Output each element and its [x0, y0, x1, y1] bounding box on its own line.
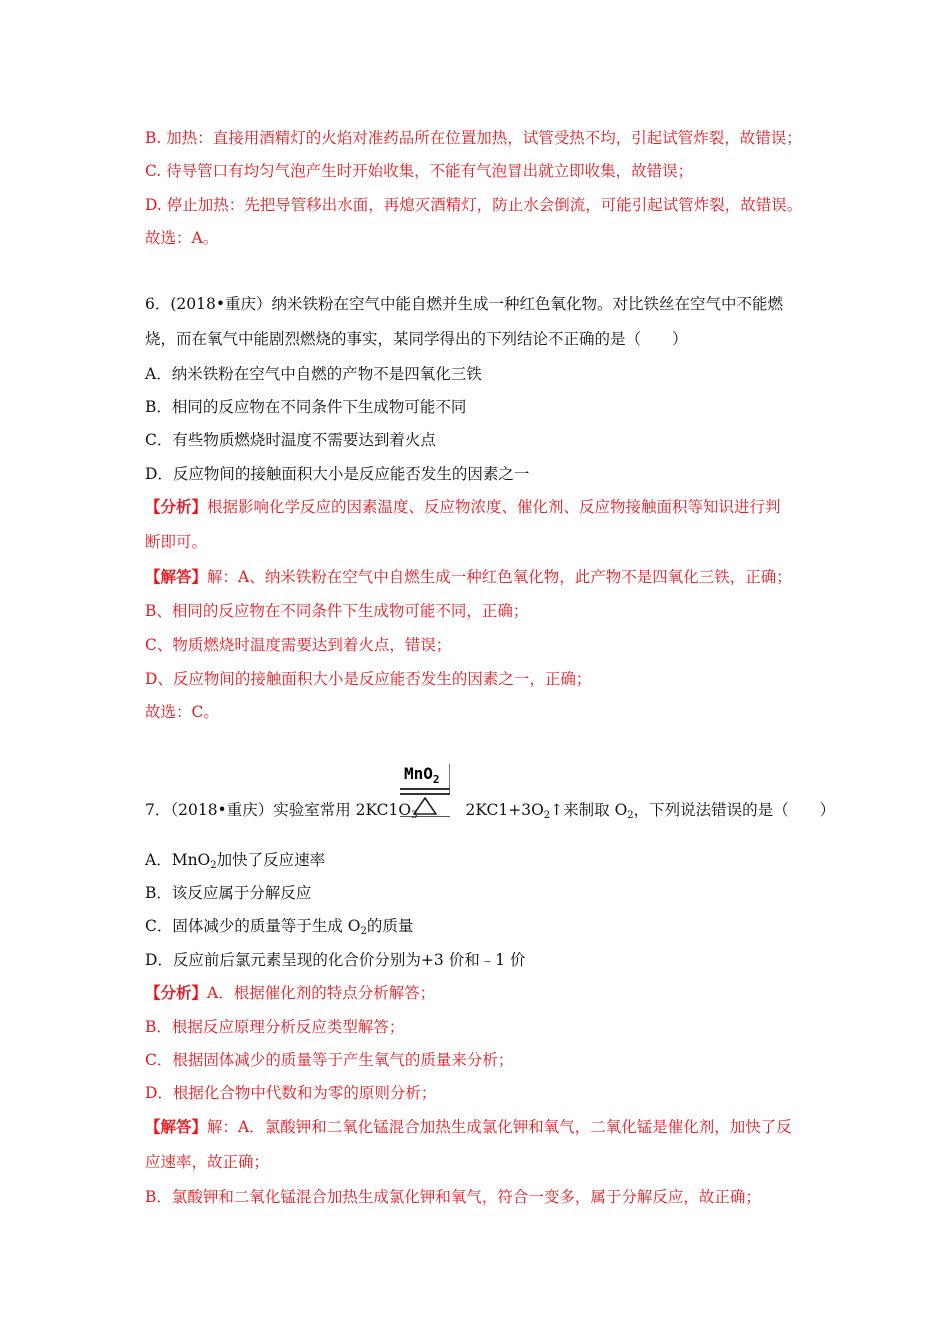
q7-option-d: D．反应前后氯元素呈现的化合价分别为+3 价和﹣1 价 — [145, 951, 526, 969]
analysis-tag: 【分析】 — [145, 983, 208, 1002]
catalyst-label: MnO$_2$ — [404, 764, 440, 786]
q6-option-b: B．相同的反应物在不同条件下生成物可能不同 — [145, 398, 467, 416]
q6-analysis-cont: 断即可。 — [145, 533, 208, 551]
q7-solution — [145, 1116, 792, 1138]
q6-solution — [145, 566, 792, 588]
q7-option-c: C．固体减少的质量等于生成 $O_2$的质量 — [145, 917, 414, 937]
q7-solution-cont: 应速率，故正确； — [145, 1153, 270, 1171]
analysis-text: A．根据催化剂的特点分析解答； — [207, 984, 436, 1002]
analysis-text: 根据影响化学反应的因素温度、反应物浓度、催化剂、反应物接触面积等知识进行判 — [207, 498, 781, 516]
q6-answer: 故选：C。 — [145, 703, 219, 721]
solution-tag: 【解答】 — [145, 567, 208, 586]
q5-solution-b: B. 加热：直接用酒精灯的火焰对准药品所在位置加热，试管受热不均，引起试管炸裂，故错误； — [145, 129, 802, 147]
q5-solution-c: C. 待导管口有均匀气泡产生时开始收集，不能有气泡冒出就立即收集，故错误； — [145, 162, 694, 180]
q7-analysis-c: C．根据固体减少的质量等于产生氧气的质量来分析； — [145, 1051, 514, 1069]
q6-option-c: C．有些物质燃烧时温度不需要达到着火点 — [145, 431, 436, 449]
q7-analysis — [145, 982, 435, 1004]
q7-option-a: A．MnO$_2$加快了反应速率 — [145, 851, 326, 871]
analysis-tag: 【分析】 — [145, 497, 208, 516]
q5-solution-d: D. 停止加热：先把导管移出水面，再熄灭酒精灯，防止水会倒流，可能引起试管炸裂，故错误。 — [145, 196, 803, 214]
q6-option-d: D．反应物间的接触面积大小是反应能否发生的因素之一 — [145, 465, 530, 483]
q7-stem: 7．（2018•重庆）实验室常用 $2KC1O_3$ $2KC1+3O_2↑$来制取 $O_2$，下列说法错误的是（ ） — [145, 801, 836, 821]
q6-stem-line2: 烧，而在氧气中能剧烈燃烧的事实，某同学得出的下列结论不正确的是（ ） — [145, 330, 688, 348]
q7-solution-b: B．氯酸钾和二氧化锰混合加热生成氯化钾和氧气，符合一变多，属于分解反应，故正确； — [145, 1188, 761, 1206]
q6-solution-b: B、相同的反应物在不同条件下生成物可能不同，正确； — [145, 602, 529, 620]
q7-analysis-b: B．根据反应原理分析反应类型解答； — [145, 1018, 405, 1036]
solution-text: 解：A、纳米铁粉在空气中自燃生成一种红色氧化物，此产物不是四氧化三铁，正确； — [207, 568, 792, 586]
solution-tag: 【解答】 — [145, 1117, 208, 1136]
q7-analysis-d: D．根据化合物中代数和为零的原则分析； — [145, 1084, 437, 1102]
q6-analysis — [145, 496, 781, 518]
q6-solution-c: C、物质燃烧时温度需要达到着火点，错误； — [145, 636, 452, 654]
q6-stem-line1: 6．(2018•重庆）纳米铁粉在空气中能自燃并生成一种红色氧化物。对比铁丝在空气中不能燃 — [145, 295, 784, 313]
q7-option-b: B．该反应属于分解反应 — [145, 884, 312, 902]
q6-solution-d: D、反应物间的接触面积大小是反应能否发生的因素之一，正确； — [145, 670, 592, 688]
solution-text: 解：A．氯酸钾和二氧化锰混合加热生成氯化钾和氧气，二氧化锰是催化剂，加快了反 — [207, 1118, 792, 1136]
q6-option-a: A．纳米铁粉在空气中自燃的产物不是四氧化三铁 — [145, 365, 482, 383]
q5-answer: 故选：A。 — [145, 229, 219, 247]
